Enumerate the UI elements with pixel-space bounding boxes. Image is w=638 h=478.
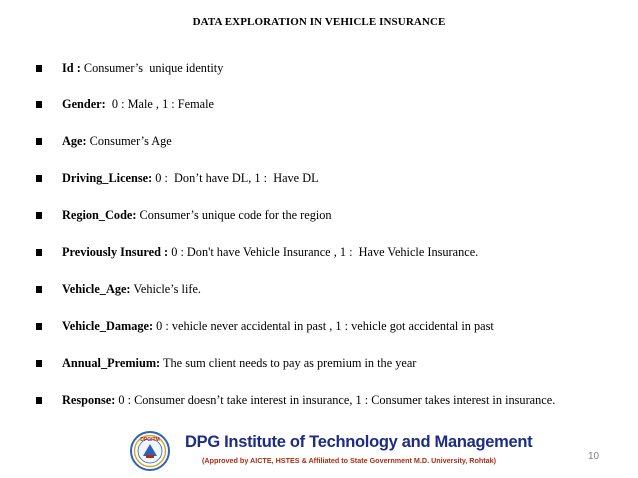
bullet-description: 0 : vehicle never accidental in past , 1 : vehicle got accidental in past	[153, 318, 494, 333]
bullet-term: Driving_License:	[62, 170, 153, 185]
bullet-description: Vehicle’s life.	[130, 281, 201, 296]
bullet-description: The sum client needs to pay as premium in the year	[160, 355, 417, 370]
bullet-term: Region_Code:	[62, 207, 137, 222]
square-bullet-icon	[36, 397, 42, 404]
bullet-description: Consumer’s Age	[86, 133, 172, 148]
bullet-description: 0 : Don’t have DL, 1 : Have DL	[152, 170, 319, 185]
bullet-item-id	[36, 59, 223, 77]
bullet-term: Previously Insured :	[62, 244, 169, 259]
bullet-description: 0 : Consumer doesn’t take interest in insurance, 1 : Consumer takes interest in insurance.	[115, 392, 556, 407]
square-bullet-icon	[36, 249, 42, 256]
bullet-description: 0 : Male , 1 : Female	[105, 96, 214, 111]
bullet-description: 0 : Don't have Vehicle Insurance , 1 : Have Vehicle Insurance.	[168, 244, 479, 259]
institute-name: DPG Institute of Technology and Management	[185, 433, 533, 451]
square-bullet-icon	[36, 175, 42, 182]
bullet-item-gender	[36, 95, 214, 113]
bullet-description: Consumer’s unique identity	[80, 60, 224, 75]
square-bullet-icon	[36, 101, 42, 108]
bullet-item-vehicle-damage	[36, 317, 494, 335]
bullet-item-annual-premium	[36, 354, 416, 372]
square-bullet-icon	[36, 323, 42, 330]
square-bullet-icon	[36, 138, 42, 145]
bullet-item-previously-insured	[36, 243, 478, 261]
bullet-term: Response:	[62, 392, 116, 407]
square-bullet-icon	[36, 360, 42, 367]
bullet-term: Vehicle_Age:	[62, 281, 131, 296]
institute-logo	[130, 431, 533, 471]
seal-text: DPGITM	[140, 437, 160, 443]
square-bullet-icon	[36, 65, 42, 72]
bullet-term: Age:	[62, 133, 87, 148]
bullet-item-age	[36, 132, 172, 150]
institute-subtitle: (Approved by AICTE, HSTES & Affiliated to State Government M.D. University, Rohtak)	[202, 456, 497, 465]
institute-seal-icon	[130, 431, 170, 471]
bullet-term: Id :	[62, 60, 81, 75]
bullet-item-response	[36, 391, 555, 409]
square-bullet-icon	[36, 212, 42, 219]
square-bullet-icon	[36, 286, 42, 293]
slide-title: DATA EXPLORATION IN VEHICLE INSURANCE	[192, 16, 446, 28]
bullet-term: Annual_Premium:	[62, 355, 161, 370]
page-number: 10	[588, 451, 600, 462]
bullet-term: Gender:	[62, 96, 106, 111]
bullet-item-vehicle-age	[36, 280, 201, 298]
bullet-item-region-code	[36, 206, 332, 224]
bullet-description: Consumer’s unique code for the region	[136, 207, 332, 222]
bullet-term: Vehicle_Damage:	[62, 318, 154, 333]
bullet-item-driving-license	[36, 169, 319, 187]
